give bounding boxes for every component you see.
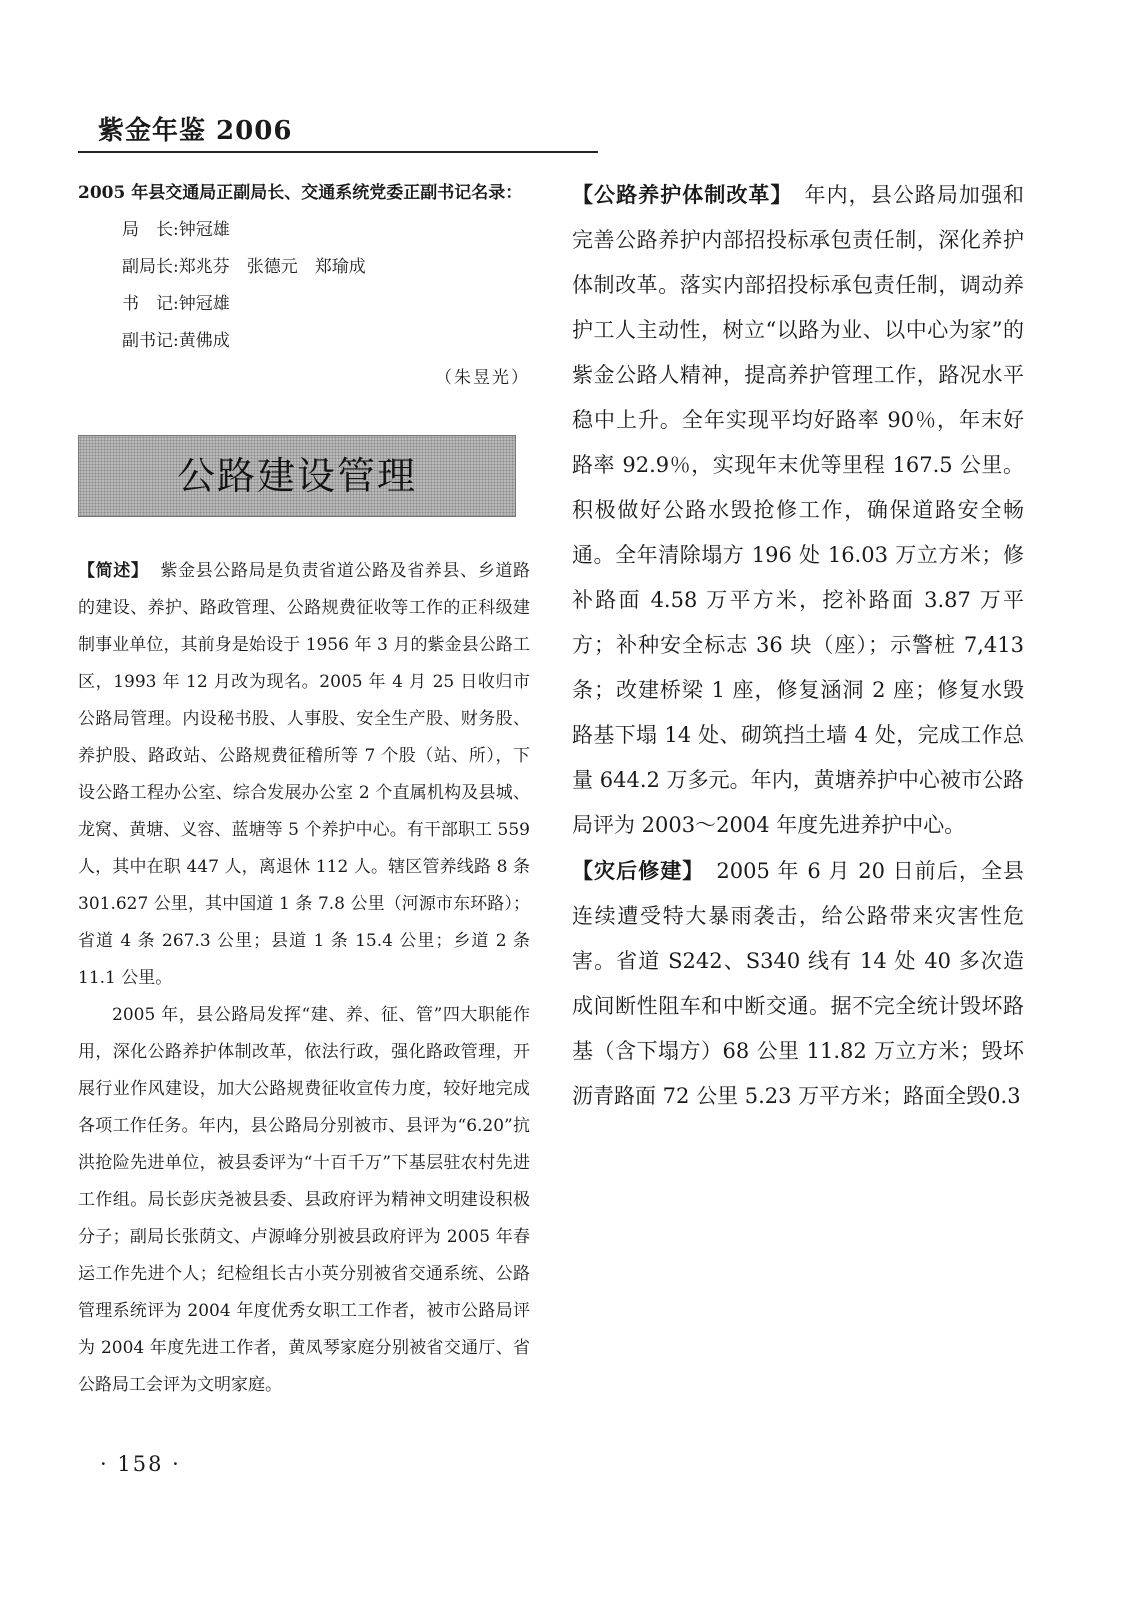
left-column <box>78 175 530 1404</box>
roster-title: 2005 年县交通局正副局长、交通系统党委正副书记名录： <box>78 183 523 203</box>
section-title: 公路建设管理 <box>176 453 417 498</box>
reform-paragraph <box>572 172 1024 848</box>
work-2005-paragraph <box>78 997 530 1404</box>
work-2005-text: 2005 年，县公路局发挥“建、养、征、管”四大职能作用，深化公路养护体制改革，依法行政，强化路政管理，开展行业作风建设，加大公路规费征收宣传力度，较好地完成各项工作任务。年内，县公路局分别被市、县评为“6.20”抗洪抢险先进单位，被县委评为“十百千万”下基层驻农村先进工作组。局长彭庆尧被县委、县政府评为精神文明建设积极分子；副局长张荫文、卢源峰分别被县政府评为 2005 年春运工作先进个人；纪检组长古小英分别被省交通系统、公路管理系统评为 2004 年度优秀女职工工作者，被市公路局评为 2004 年度先进工作者，黄凤琴家庭分别被省交通厅、省公路局工会评为文明家庭。 <box>78 1005 530 1395</box>
page-header-title: 紫金年鉴 2006 <box>98 116 293 146</box>
roster-row-director: 局 长:钟冠雄 <box>122 220 230 240</box>
section-banner <box>78 435 516 517</box>
rebuild-paragraph <box>572 848 1024 1119</box>
reform-tag: 【公路养护体制改革】 <box>572 182 793 207</box>
overview-tag: 【简述】 <box>78 561 149 581</box>
rebuild-tag: 【灾后修建】 <box>572 858 705 883</box>
right-column <box>572 172 1024 1119</box>
overview-text: 紫金县公路局是负责省道公路及省养县、乡道路的建设、养护、路政管理、公路规费征收等工作的正科级建制事业单位，其前身是始设于 1956 年 3 月的紫金县公路工区，1993 年 12 月改为现名。2005 年 4 月 25 日收归市公路局管理。内设秘书股、人事股、安全生产股、财务股、养护股、路政站、公路规费征稽所等 7 个股（站、所），下设公路工程办公室、综合发展办公室 2 个直属机构及县城、龙窝、黄塘、义容、蓝塘等 5 个养护中心。有干部职工 559 人，其中在职 447 人，离退休 112 人。辖区管养线路 8 条 301.627 公里，其中国道 1 条 7.8 公里（河源市东环路）；省道 4 条 267.3 公里；县道 1 条 15.4 公里；乡道 2 条 11.1 公里。 <box>78 561 530 988</box>
roster-list <box>78 212 530 360</box>
page-number: · 158 · <box>100 1452 181 1476</box>
header-rule <box>78 151 598 153</box>
rebuild-text: 2005 年 6 月 20 日前后，全县连续遭受特大暴雨袭击，给公路带来灾害性危害。省道 S242、S340 线有 14 处 40 多次造成间断性阻车和中断交通。据不完全统计毁坏路基（含下塌方）68 公里 11.82 万立方米；毁坏沥青路面 72 公里 5.23 万平方米；路面全毁0.3 <box>572 859 1025 1108</box>
overview-paragraph <box>78 553 530 997</box>
roster-credit: （朱昱光） <box>435 368 530 388</box>
roster-row-deputy-director: 副局长:郑兆芬 张德元 郑瑜成 <box>122 257 366 277</box>
roster-row-secretary: 书 记:钟冠雄 <box>122 294 230 314</box>
roster-row-deputy-secretary: 副书记:黄佛成 <box>122 331 230 351</box>
reform-text: 年内，县公路局加强和完善公路养护内部招投标承包责任制，深化养护体制改革。落实内部招投标承包责任制，调动养护工人主动性，树立“以路为业、以中心为家”的紫金公路人精神，提高养护管理工作，路况水平稳中上升。全年实现平均好路率 90％，年末好路率 92.9％，实现年末优等里程 167.5 公里。积极做好公路水毁抢修工作，确保道路安全畅通。全年清除塌方 196 处 16.03 万立方米；修补路面 4.58 万平方米，挖补路面 3.87 万平方；补种安全标志 36 块（座）；示警桩 7,413 条；改建桥梁 1 座，修复涵洞 2 座；修复水毁路基下塌 14 处、砌筑挡土墙 4 处，完成工作总量 644.2 万多元。年内，黄塘养护中心被市公路局评为 2003～2004 年度先进养护中心。 <box>572 183 1025 837</box>
